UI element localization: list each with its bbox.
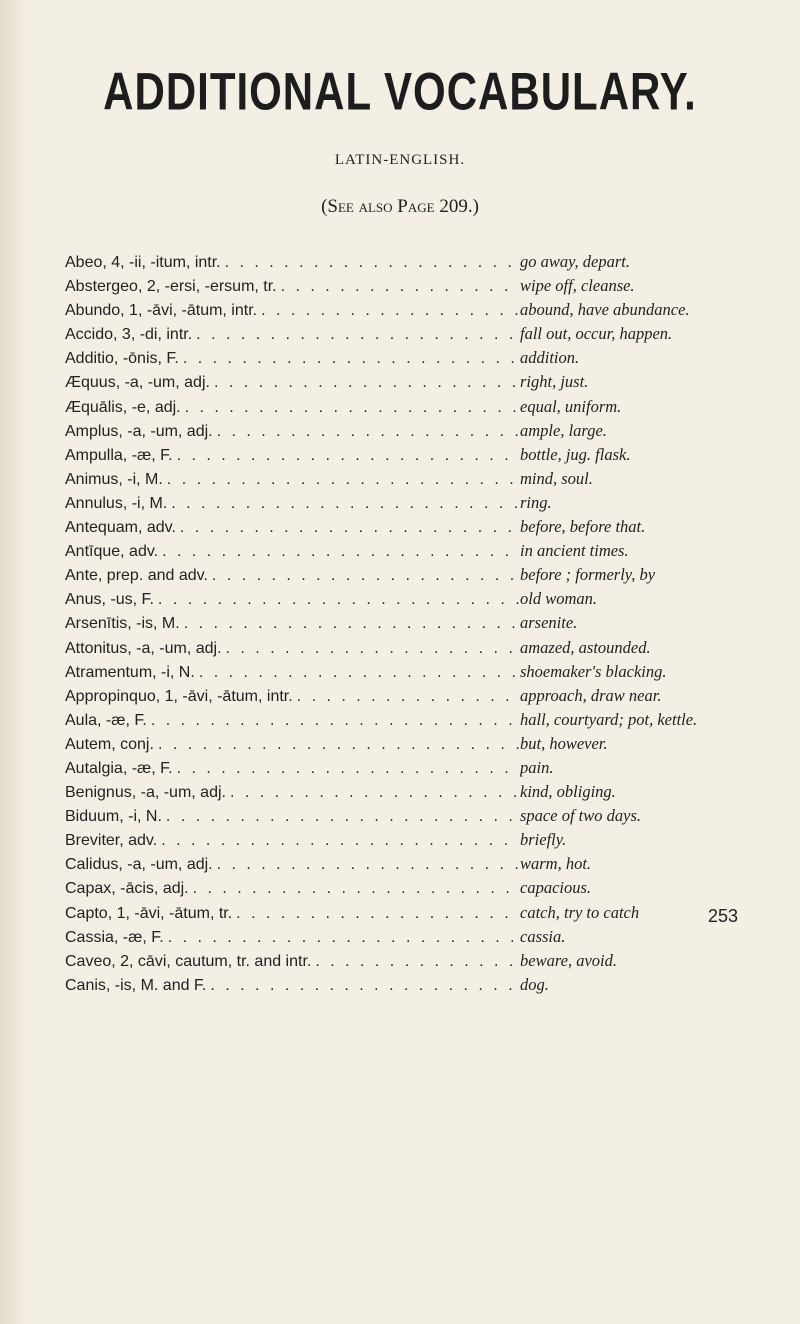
english-meaning: fall out, occur, happen. <box>520 324 673 344</box>
english-meaning: before, before that. <box>520 517 646 537</box>
latin-term: Calidus, -a, -um, adj. <box>65 856 213 874</box>
latin-term: Amplus, -a, -um, adj. <box>65 422 213 440</box>
latin-term: Animus, -i, M. <box>65 470 163 488</box>
english-meaning: right, just. <box>520 372 589 392</box>
vocabulary-entry <box>65 565 790 589</box>
latin-term: Antīque, adv. <box>65 543 159 561</box>
dot-leader <box>151 712 520 730</box>
dot-leader <box>196 326 520 344</box>
page-number: 253 <box>707 906 738 926</box>
latin-term: Capax, -ācis, adj. <box>65 880 189 898</box>
english-meaning: bottle, jug. flask. <box>520 444 631 464</box>
latin-term: Æquālis, -e, adj. <box>65 398 181 416</box>
vocabulary-entry <box>65 493 790 517</box>
latin-term: Ampulla, -æ, F. <box>65 446 173 464</box>
latin-term-cell <box>65 591 520 609</box>
english-meaning: kind, obliging. <box>520 782 616 802</box>
vocabulary-entry <box>65 951 790 975</box>
latin-term: Antequam, adv. <box>65 519 176 537</box>
latin-term-cell <box>65 953 520 971</box>
vocabulary-entry <box>65 300 790 324</box>
latin-term: Cassia, -æ, F. <box>65 928 164 946</box>
vocabulary-entry <box>65 854 790 878</box>
latin-term-cell <box>65 929 520 947</box>
english-meaning: ample, large. <box>520 420 607 440</box>
dot-leader <box>161 832 520 850</box>
vocabulary-entry <box>65 517 790 541</box>
english-meaning: in ancient times. <box>520 541 629 561</box>
english-meaning: addition. <box>520 348 580 368</box>
english-meaning: but, however. <box>520 733 608 753</box>
latin-term: Abeo, 4, -ii, -itum, intr. <box>65 254 221 271</box>
vocabulary-entry <box>65 372 790 396</box>
vocabulary-entry <box>65 903 790 927</box>
latin-term: Anus, -us, F. <box>65 591 154 609</box>
vocabulary-entry <box>65 445 790 469</box>
latin-term-cell <box>65 832 520 850</box>
vocabulary-entry <box>65 324 790 348</box>
page-title: ADDITIONAL VOCABULARY. <box>103 62 697 121</box>
dot-leader <box>281 278 520 296</box>
vocabulary-entry <box>65 830 790 854</box>
english-meaning: shoemaker's blacking. <box>520 661 667 681</box>
latin-term-cell <box>65 880 520 898</box>
english-meaning: mind, soul. <box>520 468 593 488</box>
vocabulary-entry <box>65 252 790 276</box>
dot-leader <box>217 423 520 441</box>
vocabulary-entry <box>65 348 790 372</box>
english-meaning: cassia. <box>520 926 566 946</box>
dot-leader <box>225 254 520 272</box>
dot-leader <box>184 615 520 633</box>
dot-leader <box>210 977 520 995</box>
latin-term-cell <box>65 302 520 320</box>
latin-term-cell <box>65 784 520 802</box>
dot-leader <box>158 591 520 609</box>
vocabulary-entry <box>65 589 790 613</box>
latin-term: Annulus, -i, M. <box>65 494 168 512</box>
vocabulary-entry <box>65 276 790 300</box>
english-meaning: dog. <box>520 974 549 994</box>
vocabulary-entry <box>65 734 790 758</box>
english-meaning: capacious. <box>520 878 592 898</box>
latin-term-cell <box>65 567 520 585</box>
english-meaning: equal, uniform. <box>520 396 622 416</box>
vocabulary-entry <box>65 975 790 999</box>
latin-term-cell <box>65 447 520 465</box>
latin-term: Benignus, -a, -um, adj. <box>65 784 226 802</box>
latin-term-cell <box>65 808 520 826</box>
dot-leader <box>158 736 520 754</box>
latin-term-cell <box>65 495 520 513</box>
latin-term-cell <box>65 471 520 489</box>
dot-leader <box>212 567 520 585</box>
dot-leader <box>315 953 520 971</box>
latin-term-cell <box>65 760 520 778</box>
latin-term: Autalgia, -æ, F. <box>65 759 173 777</box>
latin-term-cell <box>65 712 520 730</box>
latin-term: Canis, -is, M. and F. <box>65 976 207 994</box>
dot-leader <box>183 350 520 368</box>
dot-leader <box>193 880 520 898</box>
latin-term: Autem, conj. <box>65 735 154 753</box>
english-meaning: before ; formerly, by <box>520 565 656 585</box>
dot-leader <box>217 856 520 874</box>
english-meaning: old woman. <box>520 589 598 609</box>
latin-term-cell <box>65 519 520 537</box>
latin-term-cell <box>65 977 520 995</box>
latin-term: Abundo, 1, -āvi, -ātum, intr. <box>65 302 258 320</box>
latin-term-cell <box>65 350 520 368</box>
latin-term-cell <box>65 640 520 658</box>
latin-term: Atramentum, -i, N. <box>65 663 195 681</box>
section-subtitle: LATIN-ENGLISH. <box>334 152 466 168</box>
latin-term: Arsenītis, -is, M. <box>65 615 180 633</box>
latin-term: Aula, -æ, F. <box>65 711 147 729</box>
dot-leader <box>180 519 520 537</box>
latin-term: Attonitus, -a, -um, adj. <box>65 639 222 657</box>
vocabulary-entry <box>65 469 790 493</box>
dot-leader <box>230 784 520 802</box>
english-meaning: wipe off, cleanse. <box>520 276 635 296</box>
vocabulary-entry <box>65 710 790 734</box>
dot-leader <box>162 543 520 561</box>
latin-term-cell <box>65 278 520 296</box>
latin-term-cell <box>65 856 520 874</box>
english-meaning: ring. <box>520 492 552 512</box>
dot-leader <box>167 471 520 489</box>
vocabulary-entry <box>65 806 790 830</box>
latin-term: Ante, prep. and adv. <box>65 567 208 585</box>
latin-term-cell <box>65 543 520 561</box>
english-meaning: hall, courtyard; pot, kettle. <box>520 709 698 729</box>
see-also-note <box>0 196 800 218</box>
latin-term: Abstergeo, 2, -ersi, -ersum, tr. <box>65 278 277 296</box>
vocabulary-entry <box>65 397 790 421</box>
latin-term: Breviter, adv. <box>65 832 158 850</box>
latin-term: Accido, 3, -di, intr. <box>65 326 193 344</box>
vocabulary-entry <box>65 662 790 686</box>
vocabulary-entry <box>65 421 790 445</box>
latin-term: Additio, -ōnis, F. <box>65 350 179 368</box>
english-meaning: amazed, astounded. <box>520 637 651 657</box>
dot-leader <box>236 905 520 923</box>
english-meaning: briefly. <box>520 830 567 850</box>
latin-term-cell <box>65 905 520 923</box>
dot-leader <box>261 302 520 320</box>
english-meaning: approach, draw near. <box>520 685 662 705</box>
english-meaning: go away, depart. <box>520 252 630 271</box>
dot-leader <box>185 399 520 417</box>
vocabulary-entry <box>65 686 790 710</box>
latin-term-cell <box>65 688 520 706</box>
latin-term-cell <box>65 399 520 417</box>
dot-leader <box>214 374 520 392</box>
english-meaning: pain. <box>520 757 554 777</box>
english-meaning: abound, have abundance. <box>520 300 690 320</box>
english-meaning: catch, try to catch <box>520 902 640 922</box>
latin-term-cell <box>65 736 520 754</box>
vocabulary-entry <box>65 782 790 806</box>
english-meaning: warm, hot. <box>520 854 592 874</box>
vocabulary-entry <box>65 927 790 951</box>
dot-leader <box>177 760 520 778</box>
english-meaning: beware, avoid. <box>520 950 617 970</box>
latin-term: Biduum, -i, N. <box>65 808 162 826</box>
latin-term: Capto, 1, -āvi, -ātum, tr. <box>65 904 233 922</box>
vocabulary-entry <box>65 758 790 782</box>
dot-leader <box>166 808 520 826</box>
dot-leader <box>297 688 520 706</box>
latin-term: Æquus, -a, -um, adj. <box>65 374 210 392</box>
latin-term-cell <box>65 254 520 272</box>
latin-term-cell <box>65 326 520 344</box>
latin-term-cell <box>65 374 520 392</box>
latin-term-cell <box>65 423 520 441</box>
latin-term-cell <box>65 664 520 682</box>
vocabulary-entry <box>65 638 790 662</box>
dot-leader <box>168 929 520 947</box>
vocabulary-list <box>65 252 790 999</box>
dot-leader <box>177 447 520 465</box>
see-also-text: (See also Page 209.) <box>321 196 479 217</box>
latin-term-cell <box>65 615 520 633</box>
english-meaning: space of two days. <box>520 806 641 826</box>
dot-leader <box>199 664 520 682</box>
dot-leader <box>226 640 520 658</box>
dot-leader <box>171 495 520 513</box>
vocabulary-entry <box>65 613 790 637</box>
latin-term: Appropinquo, 1, -āvi, -ātum, intr. <box>65 687 293 705</box>
vocabulary-entry <box>65 541 790 565</box>
english-meaning: arsenite. <box>520 613 578 633</box>
vocabulary-entry <box>65 878 790 902</box>
latin-term: Caveo, 2, cāvi, cautum, tr. and intr. <box>65 952 312 970</box>
